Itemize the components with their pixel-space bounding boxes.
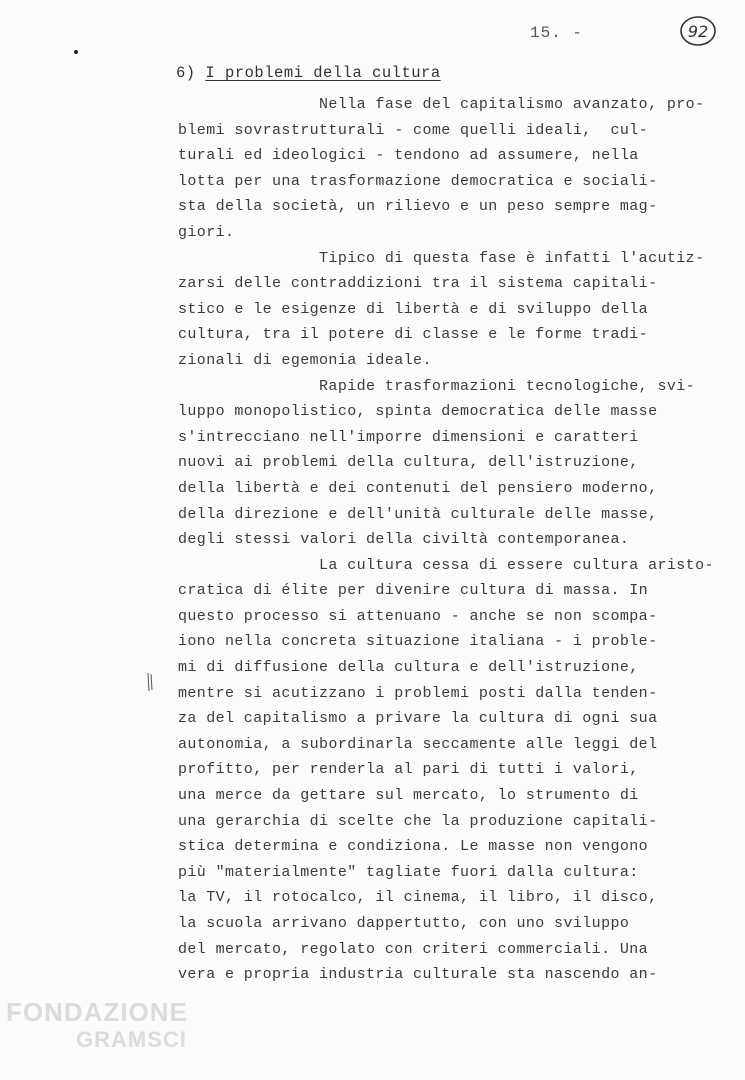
text-line: za del capitalismo a privare la cultura di ogni sua	[178, 710, 658, 728]
text-line: mentre si acutizzano i problemi posti dalla tenden-	[178, 684, 658, 702]
text-line: nuovi ai problemi della cultura, dell'istruzione,	[178, 454, 639, 472]
page-number: 15. -	[530, 24, 584, 42]
text-line: turali ed ideologici - tendono ad assumere, nella	[178, 147, 639, 165]
text-line: vera e propria industria culturale sta nascendo an-	[178, 966, 658, 984]
text-line: zionali di egemonia ideale.	[178, 351, 432, 369]
section-heading	[176, 64, 441, 82]
text-line: cultura, tra il potere di classe e le forme tradi-	[178, 326, 649, 344]
text-line: stico e le esigenze di libertà e di sviluppo della	[178, 300, 649, 318]
archive-number-text: 92	[687, 22, 709, 41]
text-line: stica determina e condiziona. Le masse non vengono	[178, 838, 649, 856]
text-line: questo processo si attenuano - anche se non scompa-	[178, 607, 658, 625]
archive-number-stamp	[678, 14, 718, 48]
pencil-mark-icon	[146, 672, 154, 692]
watermark-line2: GRAMSCI	[76, 1027, 187, 1052]
text-line: del mercato, regolato con criteri commerciali. Una	[178, 940, 649, 958]
section-number: 6)	[176, 64, 196, 82]
text-line: Rapide trasformazioni tecnologiche, svi-	[178, 377, 696, 395]
text-line: degli stessi valori della civiltà contemporanea.	[178, 531, 630, 549]
circle-stamp-icon	[678, 14, 718, 48]
watermark	[6, 998, 188, 1054]
watermark-line1: FONDAZIONE	[6, 997, 188, 1027]
ink-dot	[74, 50, 78, 54]
text-line: Tipico di questa fase è infatti l'acutiz-	[178, 249, 705, 267]
text-line: mi di diffusione della cultura e dell'istruzione,	[178, 659, 639, 677]
section-title: I problemi della cultura	[205, 64, 441, 82]
text-line: una gerarchia di scelte che la produzione capitali-	[178, 812, 658, 830]
margin-mark	[146, 672, 154, 692]
text-line: più "materialmente" tagliate fuori dalla cultura:	[178, 863, 639, 881]
text-line: s'intrecciano nell'imporre dimensioni e caratteri	[178, 428, 639, 446]
text-line: la scuola arrivano dappertutto, con uno sviluppo	[178, 915, 630, 932]
body-text	[178, 92, 714, 988]
text-line: la TV, il rotocalco, il cinema, il libro, il disco,	[178, 889, 658, 907]
text-line: lotta per una trasformazione democratica e sociali-	[178, 172, 658, 190]
text-line: autonomia, a subordinarla seccamente alle leggi del	[178, 735, 658, 753]
text-line: giori.	[178, 223, 235, 241]
text-line: zarsi delle contraddizioni tra il sistema capitali-	[178, 275, 658, 293]
text-line: cratica di élite per divenire cultura di massa. In	[178, 582, 649, 600]
text-line: La cultura cessa di essere cultura aristo-	[178, 556, 714, 574]
text-line: iono nella concreta situazione italiana - i proble-	[178, 633, 658, 651]
text-line: luppo monopolistico, spinta democratica delle masse	[178, 403, 658, 421]
text-line: della direzione e dell'unità culturale delle masse,	[178, 505, 658, 523]
text-line: profitto, per renderla al pari di tutti i valori,	[178, 761, 639, 779]
text-line: blemi sovrastrutturali - come quelli ideali, cul-	[178, 121, 649, 139]
text-line: una merce da gettare sul mercato, lo strumento di	[178, 787, 639, 805]
text-line: della libertà e dei contenuti del pensiero moderno,	[178, 479, 658, 497]
text-line: Nella fase del capitalismo avanzato, pro-	[178, 96, 705, 113]
text-line: sta della società, un rilievo e un peso sempre mag-	[178, 198, 658, 216]
